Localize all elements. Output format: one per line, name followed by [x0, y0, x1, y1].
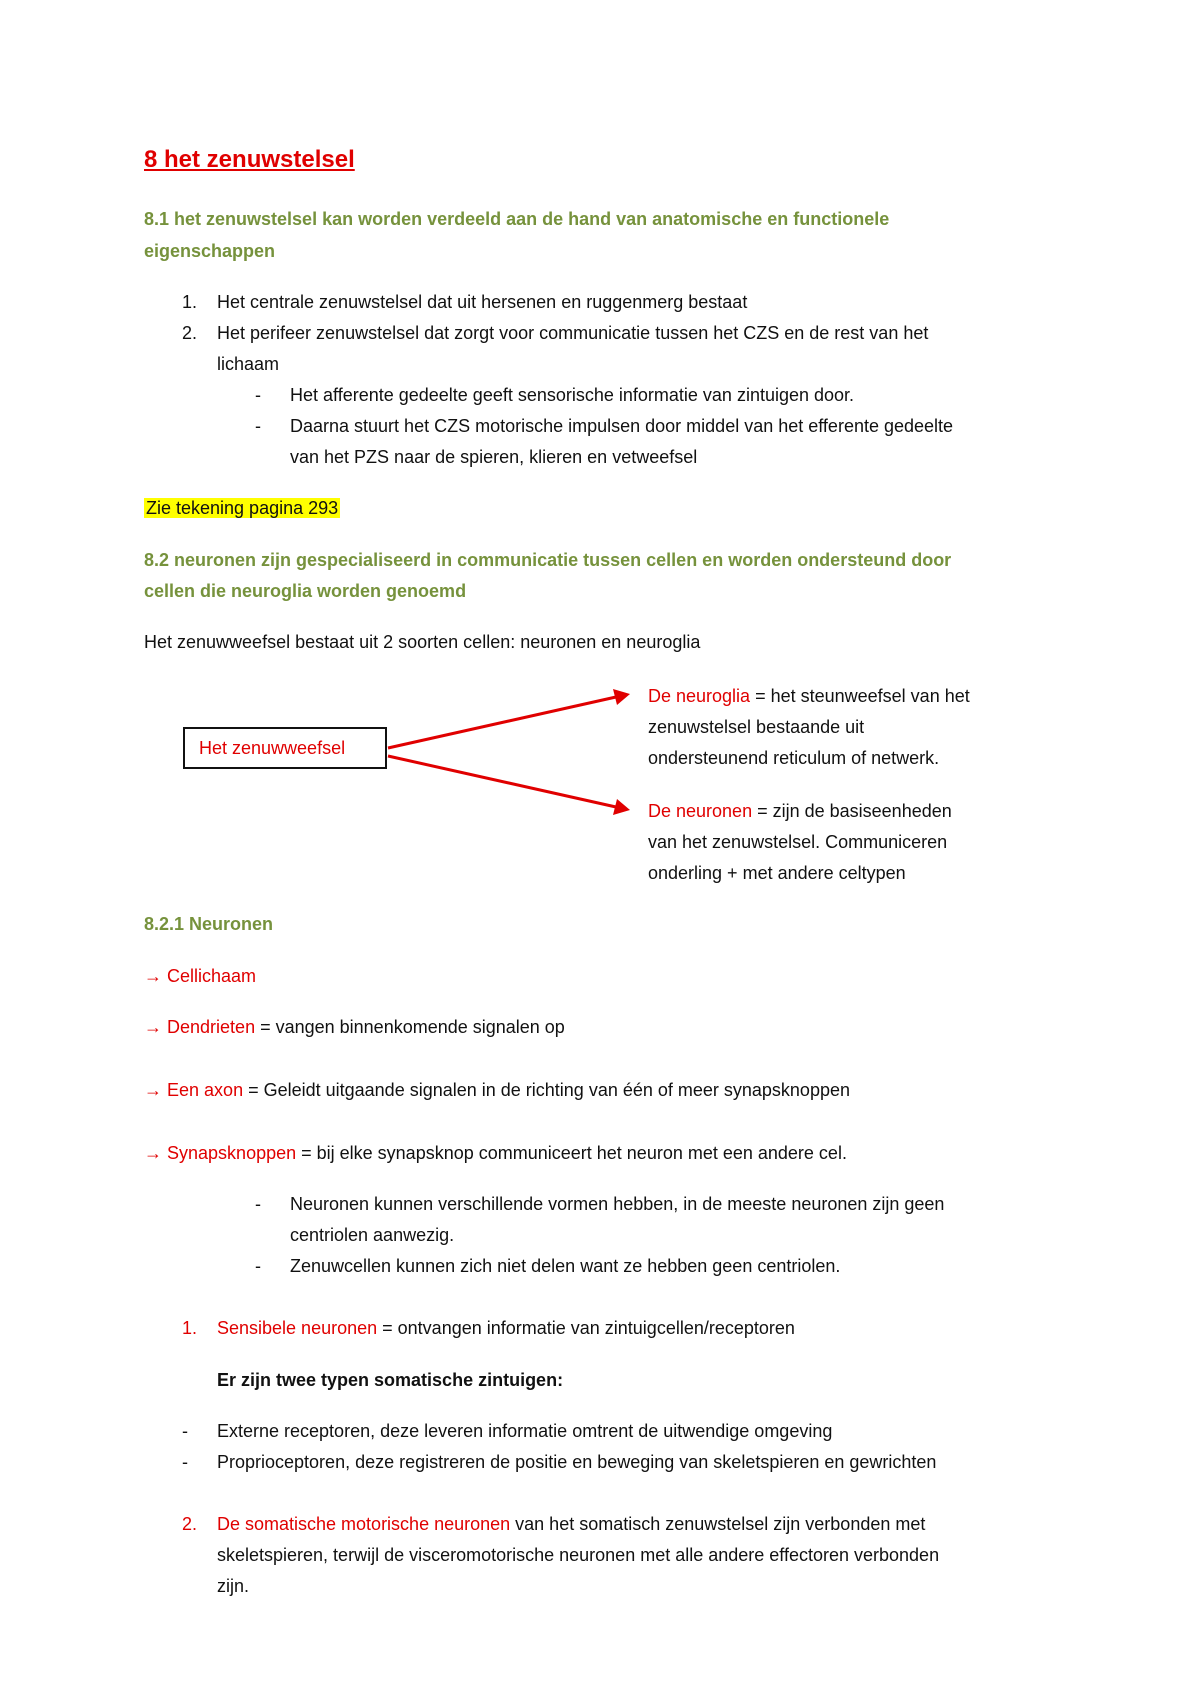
- list-number: 1.: [182, 1318, 198, 1338]
- arrow-icon: →: [144, 1080, 162, 1100]
- list-item-pzs-line2: lichaam: [217, 354, 280, 374]
- bullet-vormen-line2: centriolen aanwezig.: [290, 1225, 455, 1245]
- list-number: 1.: [182, 292, 198, 312]
- term-cellichaam: [144, 960, 256, 992]
- arrow-icon: →: [144, 1143, 162, 1163]
- dash-bullet: -: [255, 416, 261, 436]
- axon-def: = Geleidt uitgaande signalen in de richting van één of meer synapsknoppen: [243, 1080, 850, 1100]
- proprioceptoren: Proprioceptoren, deze registreren de positie en beweging van skeletspieren en gewrichten: [217, 1452, 937, 1472]
- motorische-neuronen-line3: zijn.: [217, 1576, 250, 1596]
- arrow-to-neuroglia: [388, 697, 616, 748]
- somatische-zintuigen-heading: Er zijn twee typen somatische zintuigen:: [217, 1370, 564, 1390]
- section-8-2-heading-line1: 8.2 neuronen zijn gespecialiseerd in communicatie tussen cellen en worden ondersteund door: [144, 550, 952, 570]
- motorische-def: van het somatisch zenuwstelsel zijn verbonden met: [510, 1514, 926, 1534]
- neuroglia-line2: zenuwstelsel bestaande uit: [648, 717, 865, 737]
- neuronen-term: De neuronen: [648, 801, 753, 821]
- list-item-pzs-line1: Het perifeer zenuwstelsel dat zorgt voor communicatie tussen het CZS en de rest van het: [217, 323, 929, 343]
- list-number: 2.: [182, 323, 198, 343]
- section-8-2-heading-line2: cellen die neuroglia worden genoemd: [144, 581, 467, 601]
- zenuwweefsel-box-label: Het zenuwweefsel: [199, 738, 346, 758]
- axon-term: Een axon: [167, 1080, 244, 1100]
- dash-bullet: -: [255, 1256, 261, 1276]
- arrowhead-neuroglia: [613, 689, 630, 705]
- intro-text: Het zenuwweefsel bestaat uit 2 soorten cellen: neuronen en neuroglia: [144, 632, 701, 652]
- sensibele-def: = ontvangen informatie van zintuigcellen/receptoren: [377, 1318, 795, 1338]
- sensibele-term: Sensibele neuronen: [217, 1318, 378, 1338]
- neuronen-line1: [648, 795, 952, 827]
- sub-item-afferent: Het afferente gedeelte geeft sensorische informatie van zintuigen door.: [290, 385, 855, 405]
- sensibele-neuronen: [217, 1312, 795, 1344]
- term-axon: [144, 1074, 850, 1106]
- motorische-neuronen-line1: [217, 1508, 925, 1540]
- bullet-vormen-line1: Neuronen kunnen verschillende vormen hebben, in de meeste neuronen zijn geen: [290, 1194, 945, 1214]
- dash-bullet: -: [182, 1421, 188, 1441]
- neuronen-def: = zijn de basiseenheden: [752, 801, 952, 821]
- arrow-icon: →: [144, 966, 162, 986]
- arrowhead-neuronen: [613, 799, 630, 815]
- dendrieten-term: Dendrieten: [167, 1017, 256, 1037]
- highlight-note-text: Zie tekening pagina 293: [146, 498, 339, 518]
- synaps-term: Synapsknoppen: [167, 1143, 297, 1163]
- externe-receptoren: Externe receptoren, deze leveren informatie omtrent de uitwendige omgeving: [217, 1421, 833, 1441]
- dash-bullet: -: [255, 385, 261, 405]
- sub-item-efferent-line2: van het PZS naar de spieren, klieren en vetweefsel: [290, 447, 698, 467]
- motorische-neuronen-line2: skeletspieren, terwijl de visceromotorische neuronen met alle andere effectoren verbonden: [217, 1545, 940, 1565]
- term-dendrieten: [144, 1011, 565, 1043]
- neuroglia-line1: [648, 680, 970, 712]
- neuronen-line3: onderling + met andere celtypen: [648, 863, 906, 883]
- motorische-term: De somatische motorische neuronen: [217, 1514, 511, 1534]
- dendrieten-def: = vangen binnenkomende signalen op: [255, 1017, 565, 1037]
- cellichaam-term: Cellichaam: [167, 966, 257, 986]
- neuroglia-def: = het steunweefsel van het: [750, 686, 970, 706]
- page-title: 8 het zenuwstelsel: [144, 146, 355, 173]
- neuronen-line2: van het zenuwstelsel. Communiceren: [648, 832, 948, 852]
- dash-bullet: -: [255, 1194, 261, 1214]
- sub-item-efferent-line1: Daarna stuurt het CZS motorische impulsen door middel van het efferente gedeelte: [290, 416, 954, 436]
- arrow-icon: →: [144, 1017, 162, 1037]
- arrow-to-neuronen: [388, 756, 616, 807]
- synaps-def: = bij elke synapsknop communiceert het neuron met een andere cel.: [296, 1143, 847, 1163]
- bullet-delen: Zenuwcellen kunnen zich niet delen want ze hebben geen centriolen.: [290, 1256, 841, 1276]
- list-number: 2.: [182, 1514, 198, 1534]
- dash-bullet: -: [182, 1452, 188, 1472]
- section-8-2-1-heading: 8.2.1 Neuronen: [144, 914, 274, 934]
- section-8-1-heading-line1: 8.1 het zenuwstelsel kan worden verdeeld aan de hand van anatomische en functionele: [144, 209, 890, 229]
- neuroglia-term: De neuroglia: [648, 686, 751, 706]
- neuroglia-line3: ondersteunend reticulum of netwerk.: [648, 748, 940, 768]
- term-synapsknoppen: [144, 1137, 847, 1169]
- section-8-1-heading-line2: eigenschappen: [144, 241, 276, 261]
- list-item-czs: Het centrale zenuwstelsel dat uit hersenen en ruggenmerg bestaat: [217, 292, 748, 312]
